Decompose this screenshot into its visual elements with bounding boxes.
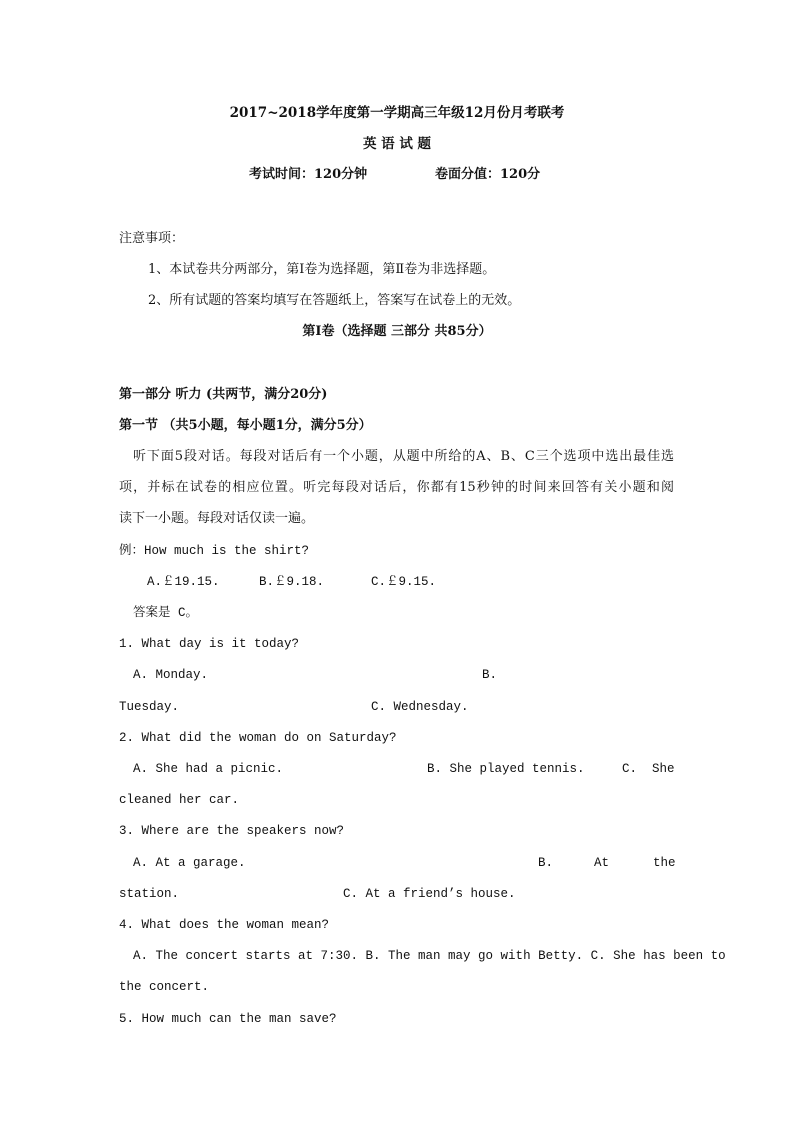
part1-title: 第一部分 听力 (共两节，满分20分) — [119, 387, 328, 402]
question-1-option-c: C. Wednesday. — [371, 700, 469, 714]
question-1-option-b-marker: B. — [482, 668, 498, 682]
question-5-stem: 5. How much can the man save? — [119, 1012, 337, 1026]
example-answer: 答案是 C。 — [133, 606, 199, 620]
question-2-option-c-rest: cleaned her car. — [119, 793, 240, 807]
question-1-option-b-text: Tuesday. — [119, 700, 180, 714]
question-2-stem: 2. What did the woman do on Saturday? — [119, 731, 397, 745]
volume1-title: 第Ⅰ卷（选择题 三部分 共85分） — [302, 324, 492, 339]
example-option-b: B.￡9.18. — [259, 575, 325, 589]
question-2-option-c-start: She — [652, 762, 675, 776]
exam-score: 卷面分值：120分 — [435, 167, 541, 182]
notes-item-1: 1、本试卷共分两部分，第Ⅰ卷为选择题，第Ⅱ卷为非选择题。 — [148, 262, 496, 277]
exam-title: 2017~2018学年度第一学期高三年级12月份月考联考 — [229, 105, 565, 121]
question-2-option-c-marker: C. — [622, 762, 638, 776]
question-3-option-a: A. At a garage. — [133, 856, 246, 870]
example-option-c: C.￡9.15. — [371, 575, 437, 589]
instructions-line-1: 听下面5段对话。每段对话后有一个小题，从题中所给的A、B、C三个选项中选出最佳选 — [133, 449, 674, 464]
example-question: 例：How much is the shirt? — [119, 544, 310, 558]
question-3-option-b-marker: B. — [538, 856, 554, 870]
section1-title: 第一节 （共5小题，每小题1分，满分5分） — [119, 418, 372, 433]
notes-heading: 注意事项： — [119, 231, 185, 246]
question-4-stem: 4. What does the woman mean? — [119, 918, 330, 932]
question-2-option-a: A. She had a picnic. — [133, 762, 284, 776]
question-4-options: A. The concert starts at 7:30. B. The man may go with Betty. C. She has been to — [133, 949, 726, 963]
subject-title: 英 语 试 题 — [362, 136, 432, 152]
question-3-option-b-word1: At — [594, 856, 610, 870]
instructions-line-2: 项，并标在试卷的相应位置。听完每段对话后，你都有15秒钟的时间来回答有关小题和阅 — [119, 480, 674, 495]
question-4-options-rest: the concert. — [119, 980, 210, 994]
question-2-option-b: B. She played tennis. — [427, 762, 585, 776]
question-3-option-b-word2: the — [653, 856, 676, 870]
question-3-stem: 3. Where are the speakers now? — [119, 824, 345, 838]
question-3-option-c: C. At a friend’s house. — [343, 887, 516, 901]
exam-time: 考试时间：120分钟 — [249, 167, 368, 182]
question-1-stem: 1. What day is it today? — [119, 637, 300, 651]
question-1-option-a: A. Monday. — [133, 668, 209, 682]
notes-item-2: 2、所有试题的答案均填写在答题纸上，答案写在试卷上的无效。 — [148, 293, 521, 308]
instructions-line-3: 读下一小题。每段对话仅读一遍。 — [119, 511, 315, 526]
question-3-option-b-rest: station. — [119, 887, 180, 901]
example-option-a: A.￡19.15. — [147, 575, 220, 589]
